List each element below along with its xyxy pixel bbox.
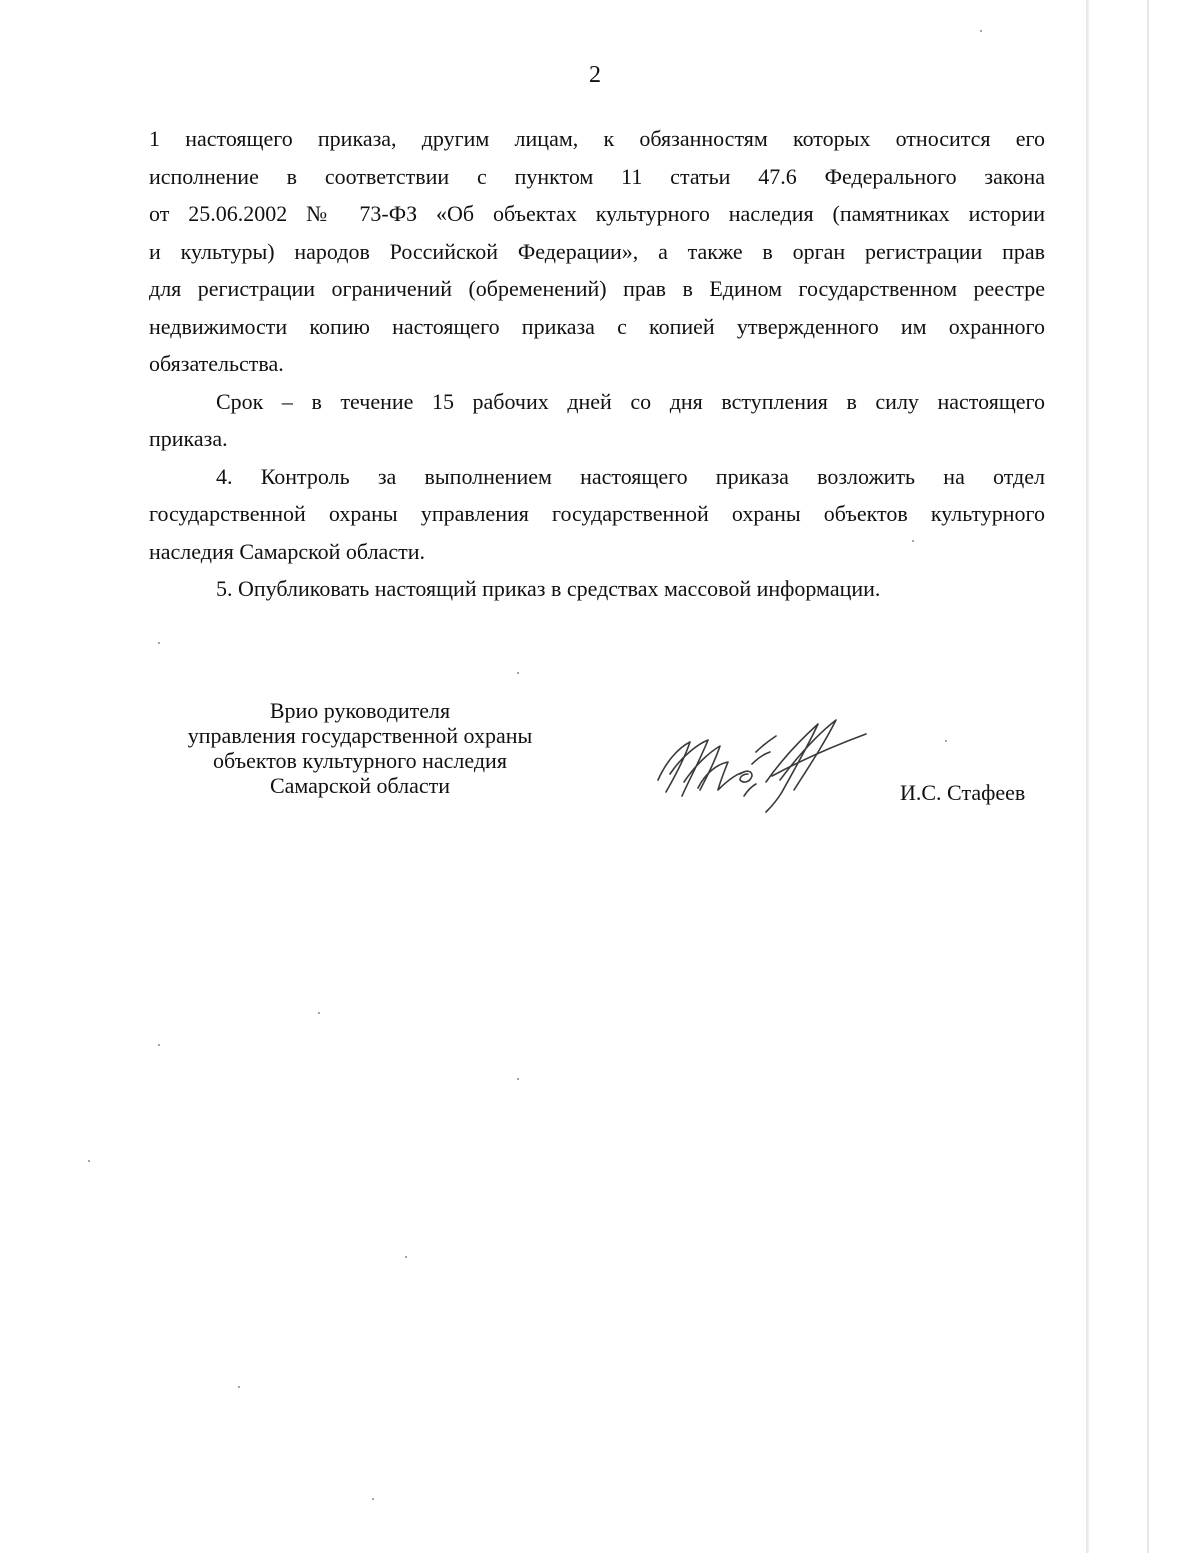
paragraph-deadline xyxy=(149,383,1045,458)
paragraph-item-5 xyxy=(149,570,1045,608)
position-line: Самарской области xyxy=(269,773,451,798)
scan-speck xyxy=(158,642,160,644)
text-line: приказа. xyxy=(149,426,228,451)
page-number: 2 xyxy=(589,62,601,88)
signatory-position xyxy=(150,698,570,798)
scan-speck xyxy=(88,1160,90,1162)
scan-speck xyxy=(158,1044,160,1046)
position-line: управления государственной охраны xyxy=(187,723,533,748)
text-line: 1 настоящего приказа, другим лицам, к обязанностям которых относится его xyxy=(149,126,1045,151)
text-line: для регистрации ограничений (обременений) прав в Едином государственном реестре xyxy=(149,276,1045,301)
scan-speck xyxy=(980,30,982,32)
paragraph-item-4 xyxy=(149,458,1045,571)
text-line: исполнение в соответствии с пунктом 11 статьи 47.6 Федерального закона xyxy=(149,163,1045,189)
text-line: государственной охраны управления государственной охраны объектов культурного xyxy=(149,501,1045,526)
text-line: недвижимости копию настоящего приказа с копией утвержденного им охранного xyxy=(149,313,1045,339)
text-line: наследия Самарской области. xyxy=(149,538,425,564)
text-line: Срок – в течение 15 рабочих дней со дня вступления в силу настоящего xyxy=(216,388,1045,414)
scan-edge xyxy=(1086,0,1089,1553)
scan-speck xyxy=(517,672,519,674)
signatory-name: И.С. Стафеев xyxy=(900,780,1026,805)
position-line: объектов культурного наследия xyxy=(213,748,507,773)
text-line: и культуры) народов Российской Федерации», а также в орган регистрации прав xyxy=(149,238,1045,264)
text-line: 4. Контроль за выполнением настоящего приказа возложить на отдел xyxy=(216,463,1045,489)
scan-speck xyxy=(912,540,914,542)
document-body xyxy=(149,120,1045,608)
text-line: 5. Опубликовать настоящий приказ в средствах массовой информации. xyxy=(216,576,881,601)
position-line: Врио руководителя xyxy=(269,698,451,723)
scan-edge xyxy=(1147,0,1149,1553)
handwritten-signature xyxy=(648,712,878,822)
paragraph-continuation xyxy=(149,120,1045,383)
scan-speck xyxy=(517,1078,519,1080)
scan-speck xyxy=(945,740,947,742)
scan-speck xyxy=(372,1498,374,1500)
scan-speck xyxy=(238,1386,240,1388)
text-line: обязательства. xyxy=(149,351,284,376)
scan-speck xyxy=(405,1256,407,1258)
text-line: от 25.06.2002 № 73-ФЗ «Об объектах культурного наследия (памятниках истории xyxy=(149,201,1045,226)
scan-speck xyxy=(318,1012,320,1014)
